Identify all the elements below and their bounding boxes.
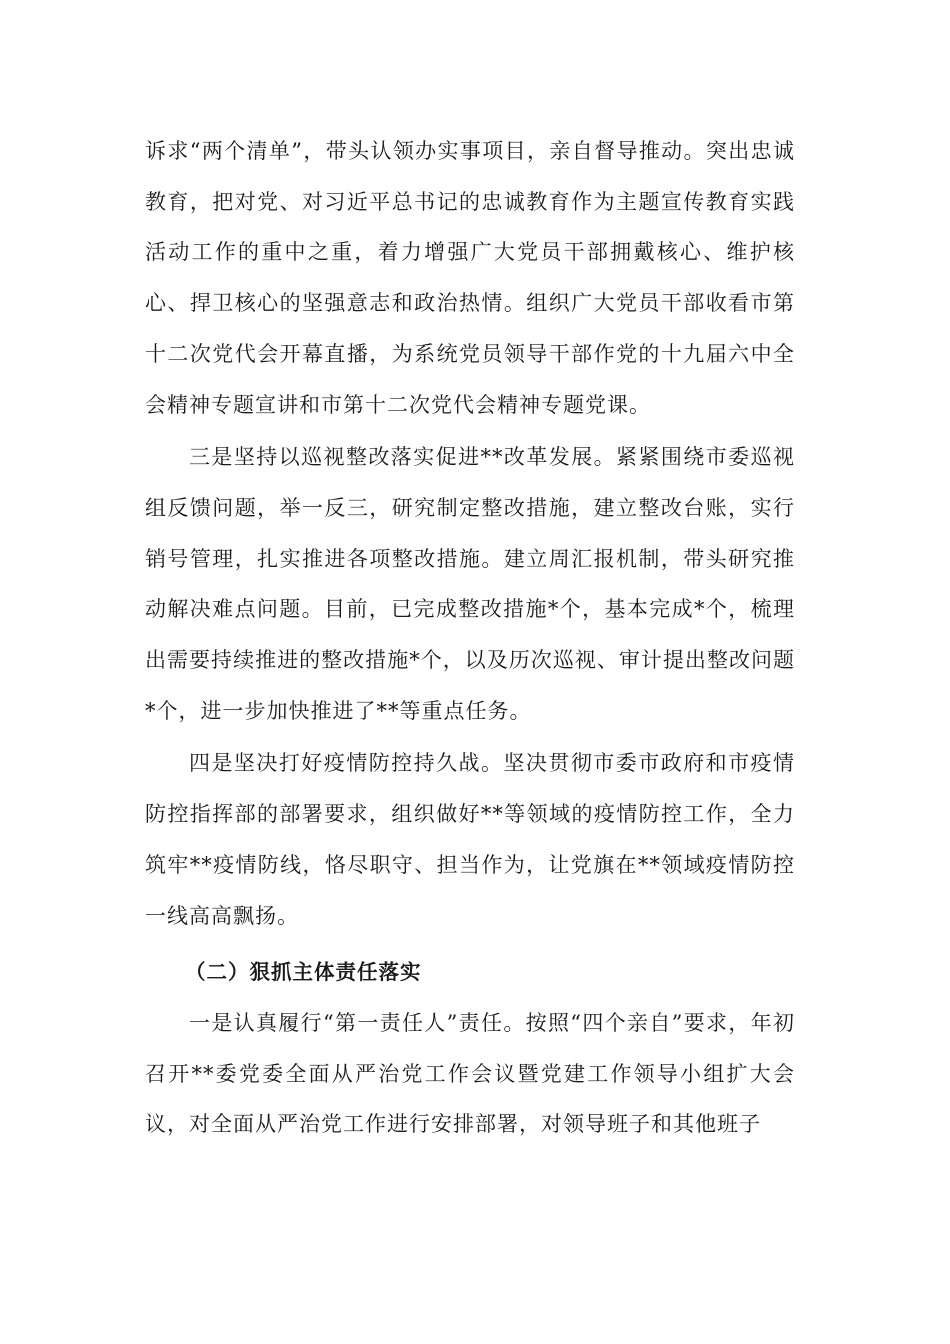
paragraph-gap <box>145 941 795 943</box>
document-body <box>145 126 795 1150</box>
paragraph-epidemic-control: 四是坚决打好疫情防控持久战。坚决贯彻市委市政府和市疫情防控指挥部的部署要求，组织做好**等领域的疫情防控工作，全力筑牢**疫情防线，恪尽职守、担当作为，让党旗在**领域疫情防控一线高高飘扬。 <box>145 751 795 928</box>
paragraph-rectification: 三是坚持以巡视整改落实促进**改革发展。紧紧围绕市委巡视组反馈问题，举一反三，研究制定整改措施，建立整改台账，实行销号管理，扎实推进各项整改措施。建立周汇报机制，带头研究推动解决难点问题。目前，已完成整改措施*个，基本完成*个，梳理出需要持续推进的整改措施*个，以及历次巡视、审计提出整改问题*个，进一步加快推进了**等重点任务。 <box>145 445 795 723</box>
paragraph-first-responsibility: 一是认真履行“第一责任人”责任。按照“四个亲自”要求，年初召开**委党委全面从严治党工作会议暨党建工作领导小组扩大会议，对全面从严治党工作进行安排部署，对领导班子和其他班子 <box>145 1010 795 1137</box>
section-heading: （二）狠抓主体责任落实 <box>185 960 422 985</box>
paragraph-continued: 诉求“两个清单”，带头认领办实事项目，亲自督导推动。突出忠诚教育，把对党、对习近平总书记的忠诚教育作为主题宣传教育实践活动工作的重中之重，着力增强广大党员干部拥戴核心、维护核心、捍卫核心的坚强意志和政治热情。组织广大党员干部收看市第十二次党代会开幕直播，为系统党员领导干部作党的十九届六中全会精神专题宣讲和市第十二次党代会精神专题党课。 <box>145 139 795 417</box>
